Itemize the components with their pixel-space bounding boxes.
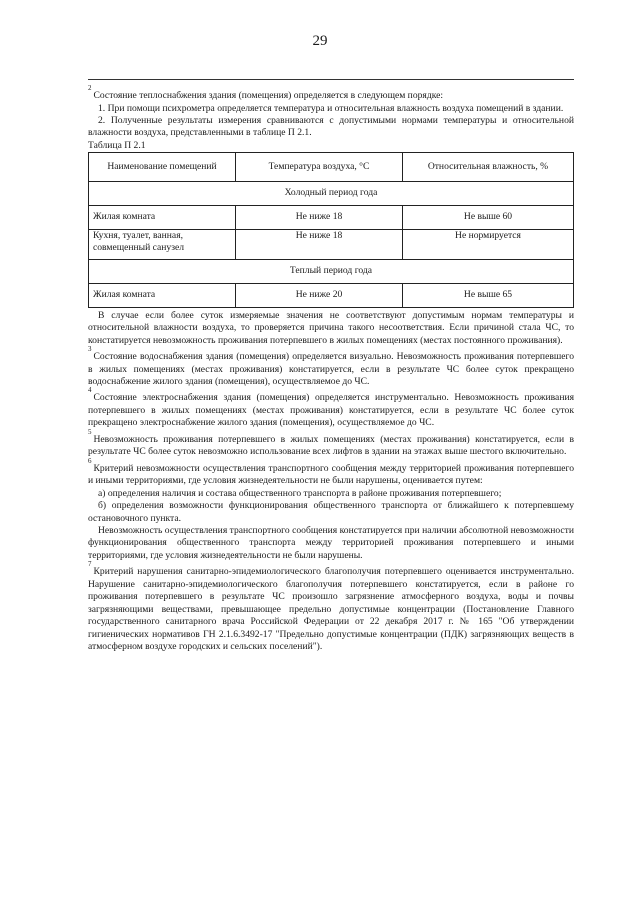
page-number: 29	[312, 33, 328, 49]
paragraph-after-table: В случае если более суток измеряемые значения не соответствуют допустимым нормам температуры и относительной влажности воздуха, то проверяется причина такого несоответствия. Если причиной стала ЧС, то констатируется невозможность проживания потерпевшего в жилых помещениях (местах постоянного проживания).	[88, 309, 574, 346]
footnote-4: $^4$Состояние электроснабжения здания (помещения) определяется инструментально. Невозможность проживания потерпевшего в жилых помещениях (местах проживания) констатируется, если в результате ЧС более суток прекращено электроснабжение жилого здания (помещения), осуществляемое до ЧС.	[88, 386, 574, 429]
footnote-6: $^6$Критерий невозможности осуществления транспортного сообщения между территорией проживания потерпевшего и иными территориями, где условия жизнедеятельности не были нарушены, оценивается путем:	[88, 456, 574, 487]
cell-temperature: Не ниже 20	[236, 283, 403, 307]
footnote-6-item-b: б) определения возможности функционирования общественного транспорта от ближайшего к потерпевшему остановочного пункта.	[88, 500, 574, 524]
section-cold-period: Холодный период года	[89, 181, 574, 205]
footnote-2-step-1: 1. При помощи психрометра определяется температура и относительная влажность воздуха помещений в здании.	[98, 102, 564, 114]
footnote-5-mark: 5	[88, 427, 92, 436]
footnote-6-conclusion: Невозможность осуществления транспортного сообщения констатируется при наличии абсолютной невозможности функционирования общественного транспорта между территорией проживания потерпевшего и иными территориями, где условия жизнедеятельности не были нарушены.	[88, 525, 574, 561]
footnote-2-mark: 2	[88, 84, 92, 92]
table-header-row	[89, 152, 574, 181]
table-row	[89, 283, 574, 307]
header-room: Наименование помещений	[89, 152, 236, 181]
table-caption: Таблица П 2.1	[88, 139, 146, 151]
cell-room: Жилая комната	[89, 283, 236, 307]
header-temperature: Температура воздуха, °С	[236, 152, 403, 181]
footnote-2-intro: $^2$Состояние теплоснабжения здания (помещения) определяется в следующем порядке:	[88, 84, 444, 102]
footnotes-body	[88, 86, 574, 653]
cell-humidity: Не нормируется	[403, 229, 574, 259]
table-section-row	[89, 181, 574, 205]
cell-room: Жилая комната	[89, 205, 236, 229]
cell-temperature: Не ниже 18	[236, 229, 403, 259]
footnote-separator	[88, 79, 574, 80]
section-warm-period: Теплый период года	[89, 259, 574, 283]
footnote-2-step-2: 2. Полученные результаты измерения сравниваются с допустимыми нормами температуры и относительной влажности воздуха, представленными в таблице П 2.1.	[88, 115, 574, 139]
footnote-4-mark: 4	[88, 386, 92, 395]
table-row	[89, 205, 574, 229]
cell-room: Кухня, туалет, ванная, совмещенный санузел	[89, 229, 236, 259]
table-section-row	[89, 259, 574, 283]
footnote-3-mark: 3	[88, 345, 92, 354]
footnote-6-mark: 6	[88, 456, 92, 465]
footnote-6-item-a: а) определения наличия и состава общественного транспорта в районе проживания потерпевшего;	[98, 487, 502, 499]
cell-temperature: Не ниже 18	[236, 205, 403, 229]
cell-humidity: Не выше 65	[403, 283, 574, 307]
header-humidity: Относительная влажность, %	[403, 152, 574, 181]
footnote-3: $^3$Состояние водоснабжения здания (помещения) определяется визуально. Невозможность проживания потерпевшего в жилых помещениях (местах проживания) констатируется, если в результате ЧС более суток прекращено водоснабжение жилого здания (помещения), осуществляемое до ЧС.	[88, 345, 574, 388]
table-row	[89, 229, 574, 259]
cell-humidity: Не выше 60	[403, 205, 574, 229]
footnote-7: $^7$Критерий нарушения санитарно-эпидемиологического благополучия потерпевшего оценивается инструментально. Нарушение санитарно-эпидемиологического благополучия потерпевшего констатируется, если в районе го проживания потерпевшего в результате ЧС произошло загрязнение атмосферного воздуха, воды и почвы загрязняющими веществами, превышающее предельно допустимые концентрации (Постановление Главного государственного санитарного врача Российской Федерации от 22 декабря 2017 г. № 165 "Об утверждении гигиенических нормативов ГН 2.1.6.3492-17 "Предельно допустимые концентрации (ПДК) загрязняющих веществ в атмосферном воздухе городских и сельских поселений").	[88, 560, 574, 652]
norms-table	[88, 152, 574, 308]
footnote-7-mark: 7	[88, 560, 92, 569]
footnote-5: $^5$Невозможность проживания потерпевшего в жилых помещениях (местах проживания) констатируется, если в результате ЧС более суток невозможно использование всех лифтов в здании на этажах выше шестого включительно.	[88, 427, 574, 458]
